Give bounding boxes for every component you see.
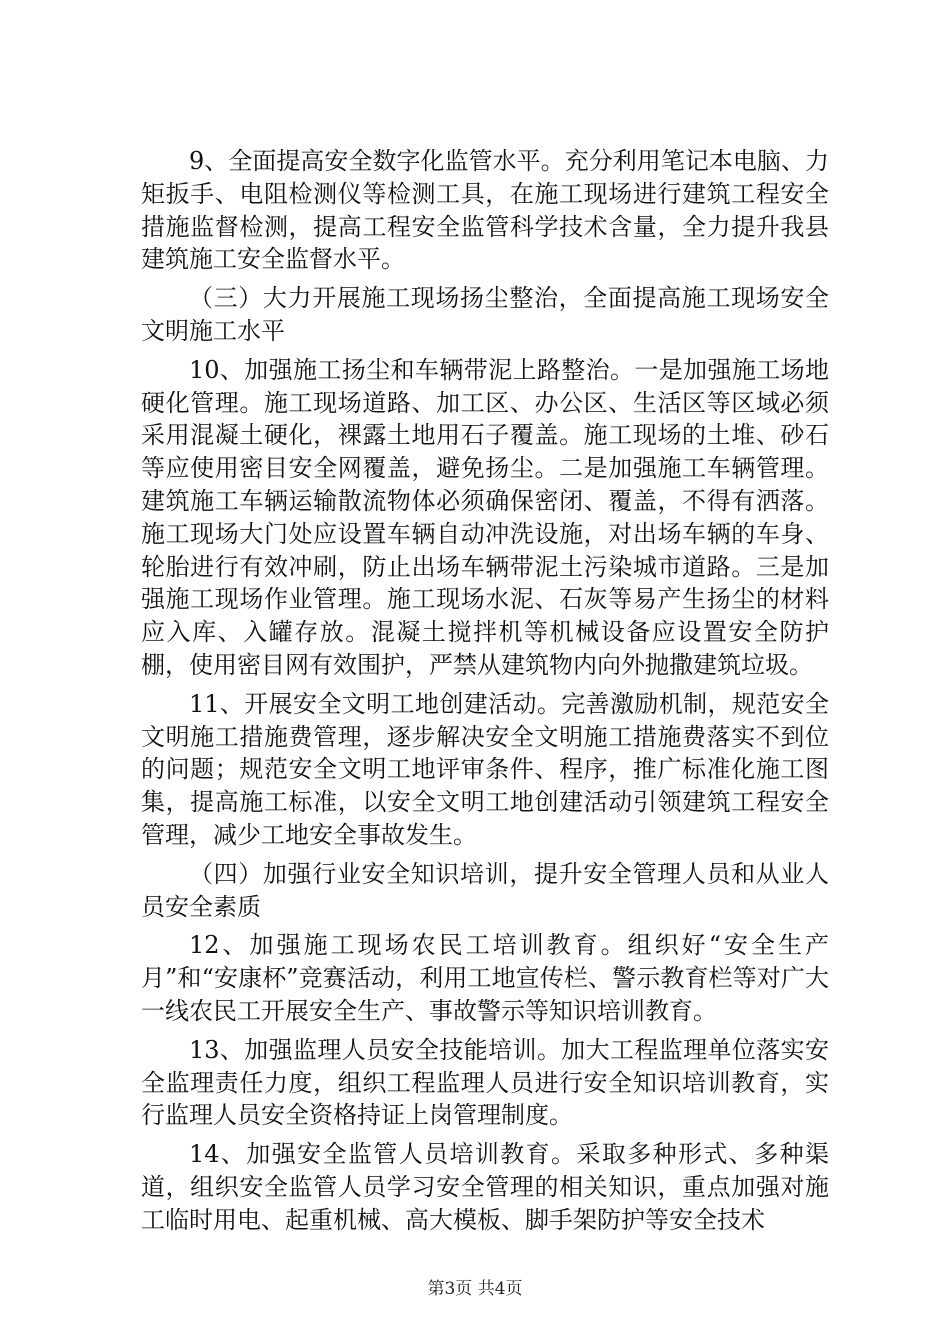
paragraph-item-12: 12、加强施工现场农民工培训教育。组织好“安全生产月”和“安康杯”竞赛活动，利用工地宣传栏、警示教育栏等对广大一线农民工开展安全生产、事故警示等知识培训教育。 <box>141 931 829 1025</box>
paragraph-item-11: 11、开展安全文明工地创建活动。完善激励机制，规范安全文明施工措施费管理，逐步解决安全文明施工措施费落实不到位的问题；规范安全文明工地评审条件、程序，推广标准化施工图集，提高施工标准，以安全文明工地创建活动引领建筑工程安全管理，减少工地安全事故发生。 <box>141 689 829 849</box>
paragraph-item-9: 9、全面提高安全数字化监管水平。充分利用笔记本电脑、力矩扳手、电阻检测仪等检测工具，在施工现场进行建筑工程安全措施监督检测，提高工程安全监管科学技术含量，全力提升我县建筑施工安全监督水平。 <box>141 147 829 274</box>
section-heading-3: （三）大力开展施工现场扬尘整治，全面提高施工现场安全文明施工水平 <box>141 284 829 345</box>
paragraph-item-13: 13、加强监理人员安全技能培训。加大工程监理单位落实安全监理责任力度，组织工程监理人员进行安全知识培训教育，实行监理人员安全资格持证上岗管理制度。 <box>141 1035 829 1130</box>
document-body <box>141 145 829 1243</box>
paragraph-item-14: 14、加强安全监管人员培训教育。采取多种形式、多种渠道，组织安全监管人员学习安全管理的相关知识，重点加强对施工临时用电、起重机械、高大模板、脚手架防护等安全技术 <box>141 1140 829 1234</box>
section-heading-4: （四）加强行业安全知识培训，提升安全管理人员和从业人员安全素质 <box>141 859 829 921</box>
paragraph-item-10: 10、加强施工扬尘和车辆带泥上路整治。一是加强施工场地硬化管理。施工现场道路、加工区、办公区、生活区等区域必须采用混凝土硬化，裸露土地用石子覆盖。施工现场的土堆、砂石等应使用密目安全网覆盖，避免扬尘。二是加强施工车辆管理。建筑施工车辆运输散流物体必须确保密闭、覆盖，不得有洒落。施工现场大门处应设置车辆自动冲洗设施，对出场车辆的车身、轮胎进行有效冲刷，防止出场车辆带泥土污染城市道路。三是加强施工现场作业管理。施工现场水泥、石灰等易产生扬尘的材料应入库、入罐存放。混凝土搅拌机等机械设备应设置安全防护棚，使用密目网有效围护，严禁从建筑物内向外抛撒建筑垃圾。 <box>141 355 829 679</box>
page-footer: 第3页 共4页 <box>427 1279 523 1299</box>
